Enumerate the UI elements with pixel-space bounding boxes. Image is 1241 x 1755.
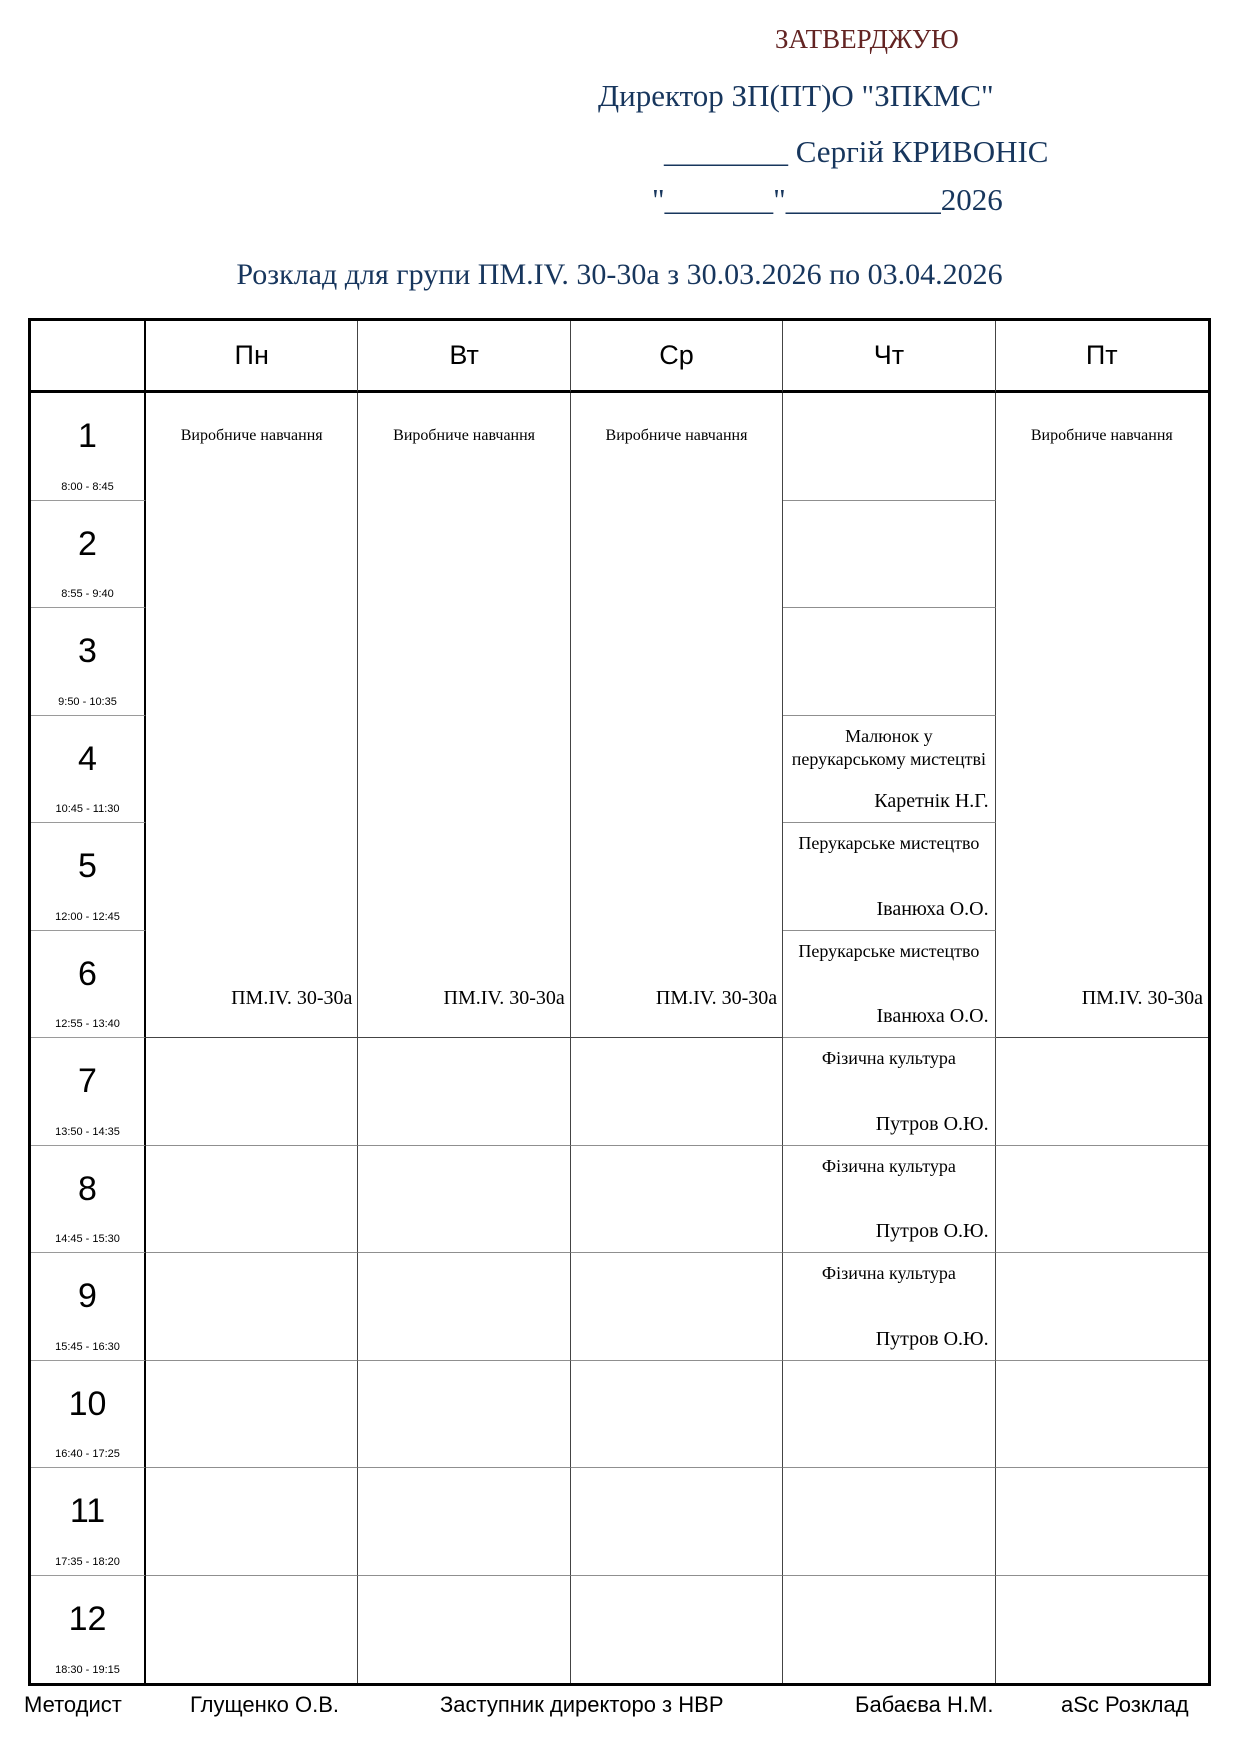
- lesson-subject: Виробниче навчання: [180, 427, 323, 444]
- lesson-subject: Фізична культура: [821, 1263, 956, 1283]
- lesson-subject: Перукарське мистецтво: [798, 940, 980, 961]
- lesson-subject: Виробниче навчання: [393, 427, 536, 444]
- period-cell-10: [31, 1361, 146, 1469]
- empty-cell-tue-7: [358, 1038, 570, 1146]
- period-number: 5: [78, 847, 97, 886]
- empty-cell-fri-10: [996, 1361, 1208, 1469]
- period-cell-8: [31, 1146, 146, 1254]
- empty-cell-wed-8: [571, 1146, 783, 1254]
- period-time-range: 17:35 - 18:20: [55, 1555, 120, 1568]
- period-number: 1: [78, 417, 97, 456]
- lesson-subject: Перукарське мистецтво: [798, 833, 980, 853]
- footer-methodist-name: Глущенко О.В.: [190, 1692, 339, 1717]
- period-cell-7: [31, 1038, 146, 1146]
- lesson-group: ПМ.IV. 30-30а: [443, 987, 565, 1009]
- period-time-range: 10:45 - 11:30: [55, 803, 120, 815]
- empty-cell-thu-10: [783, 1361, 995, 1469]
- lesson-teacher: Іванюха О.О.: [876, 897, 989, 920]
- lesson-teacher: Путров О.Ю.: [875, 1327, 989, 1350]
- period-cell-9: [31, 1253, 146, 1361]
- period-cell-3: [31, 608, 146, 716]
- period-number: 10: [68, 1384, 107, 1423]
- lesson-subject: Фізична культура: [821, 1155, 956, 1176]
- period-time-range: 12:55 - 13:40: [55, 1018, 120, 1030]
- empty-cell-fri-9: [996, 1253, 1208, 1361]
- lesson-group: ПМ.IV. 30-30а: [1081, 987, 1203, 1009]
- lesson-teacher: Путров О.Ю.: [875, 1112, 989, 1135]
- period-time-range: 16:40 - 17:25: [55, 1448, 120, 1460]
- footer-deputy-name: Бабаєва Н.М.: [855, 1692, 994, 1717]
- lesson-thu-6: [783, 931, 995, 1039]
- lesson-practice-mon: [146, 393, 358, 1038]
- day-header-mon: Пн: [146, 321, 358, 393]
- period-time-range: 9:50 - 10:35: [58, 695, 117, 708]
- footer-brand: aSc Розклад: [1061, 1692, 1189, 1717]
- empty-cell-wed-11: [571, 1468, 783, 1576]
- period-cell-5: [31, 823, 146, 931]
- lesson-subject: Фізична культура: [821, 1048, 956, 1068]
- lesson-thu-9: [783, 1253, 995, 1361]
- period-cell-4: [31, 716, 146, 824]
- lesson-group: ПМ.IV. 30-30а: [655, 987, 778, 1009]
- lesson-thu-8: [783, 1146, 995, 1254]
- period-time-range: 14:45 - 15:30: [55, 1233, 120, 1245]
- director-name: Сергій КРИВОНІС: [788, 134, 1049, 169]
- period-number: 7: [78, 1062, 97, 1101]
- empty-cell-mon-9: [146, 1253, 358, 1361]
- lesson-thu-7: [783, 1038, 995, 1146]
- period-number: 4: [78, 739, 97, 778]
- lesson-subject: Виробниче навчання: [1030, 427, 1173, 444]
- day-header-thu: Чт: [783, 321, 995, 393]
- date-line: "_______"__________2026: [652, 182, 1003, 217]
- day-header-fri: Пт: [996, 321, 1208, 393]
- period-cell-2: [31, 501, 146, 609]
- empty-cell-fri-7: [996, 1038, 1208, 1146]
- empty-cell-mon-8: [146, 1146, 358, 1254]
- lesson-practice-fri: [996, 393, 1208, 1038]
- period-time-range: 8:55 - 9:40: [61, 588, 114, 600]
- period-number: 6: [78, 954, 97, 993]
- empty-cell-thu-12: [783, 1576, 995, 1684]
- schedule-title: Розклад для групи ПМ.IV. 30-30а з 30.03.2026 по 03.04.2026: [236, 258, 1003, 291]
- period-time-range: 15:45 - 16:30: [55, 1340, 120, 1353]
- period-number: 12: [68, 1600, 107, 1639]
- empty-cell-mon-10: [146, 1361, 358, 1469]
- period-cell-11: [31, 1468, 146, 1576]
- lesson-thu-5: [783, 823, 995, 931]
- empty-cell-mon-7: [146, 1038, 358, 1146]
- empty-cell-tue-12: [358, 1576, 570, 1684]
- empty-cell-mon-11: [146, 1468, 358, 1576]
- period-number: 3: [78, 632, 97, 671]
- empty-cell-wed-9: [571, 1253, 783, 1361]
- day-header-wed: Ср: [571, 321, 783, 393]
- lesson-thu-4: [783, 716, 995, 824]
- approve-stamp: ЗАТВЕРДЖУЮ: [775, 24, 959, 54]
- day-header-tue: Вт: [358, 321, 570, 393]
- footer-deputy-label: Заступник директоро з НВР: [440, 1692, 724, 1717]
- lesson-practice-tue: [358, 393, 570, 1038]
- signature-line: [664, 134, 1049, 170]
- empty-cell-tue-8: [358, 1146, 570, 1254]
- empty-cell-fri-8: [996, 1146, 1208, 1254]
- lesson-group: ПМ.IV. 30-30а: [231, 987, 353, 1009]
- empty-cell-wed-10: [571, 1361, 783, 1469]
- period-cell-1: [31, 393, 146, 501]
- empty-cell-tue-11: [358, 1468, 570, 1576]
- period-time-range: 13:50 - 14:35: [55, 1125, 120, 1138]
- footer-methodist-label: Методист: [24, 1692, 122, 1717]
- empty-cell-tue-10: [358, 1361, 570, 1469]
- table-corner-cell: [31, 321, 146, 393]
- schedule-table: [28, 318, 1211, 1686]
- empty-cell-fri-12: [996, 1576, 1208, 1684]
- period-number: 11: [69, 1492, 106, 1531]
- period-time-range: 12:00 - 12:45: [55, 910, 120, 923]
- empty-cell-thu-3: [783, 608, 995, 716]
- empty-cell-fri-11: [996, 1468, 1208, 1576]
- lesson-subject: Виробниче навчання: [605, 427, 748, 444]
- empty-cell-wed-12: [571, 1576, 783, 1684]
- lesson-teacher: Каретнік Н.Г.: [874, 790, 989, 812]
- period-time-range: 18:30 - 19:15: [55, 1664, 120, 1676]
- period-cell-12: [31, 1576, 146, 1684]
- director-title-line: Директор ЗП(ПТ)О "ЗПКМС": [598, 78, 994, 113]
- empty-cell-thu-1: [783, 393, 995, 501]
- empty-cell-tue-9: [358, 1253, 570, 1361]
- lesson-teacher: Іванюха О.О.: [876, 1005, 989, 1027]
- period-cell-6: [31, 931, 146, 1039]
- period-number: 2: [78, 524, 97, 563]
- empty-cell-wed-7: [571, 1038, 783, 1146]
- period-time-range: 8:00 - 8:45: [61, 480, 114, 493]
- period-number: 8: [78, 1169, 97, 1208]
- period-number: 9: [78, 1277, 97, 1316]
- lesson-practice-wed: [571, 393, 783, 1038]
- empty-cell-mon-12: [146, 1576, 358, 1684]
- lesson-subject: Малюнок у перукарському мистецтві: [791, 725, 987, 769]
- empty-cell-thu-11: [783, 1468, 995, 1576]
- signature-blank: ________: [664, 134, 788, 169]
- empty-cell-thu-2: [783, 501, 995, 609]
- lesson-teacher: Путров О.Ю.: [875, 1220, 989, 1242]
